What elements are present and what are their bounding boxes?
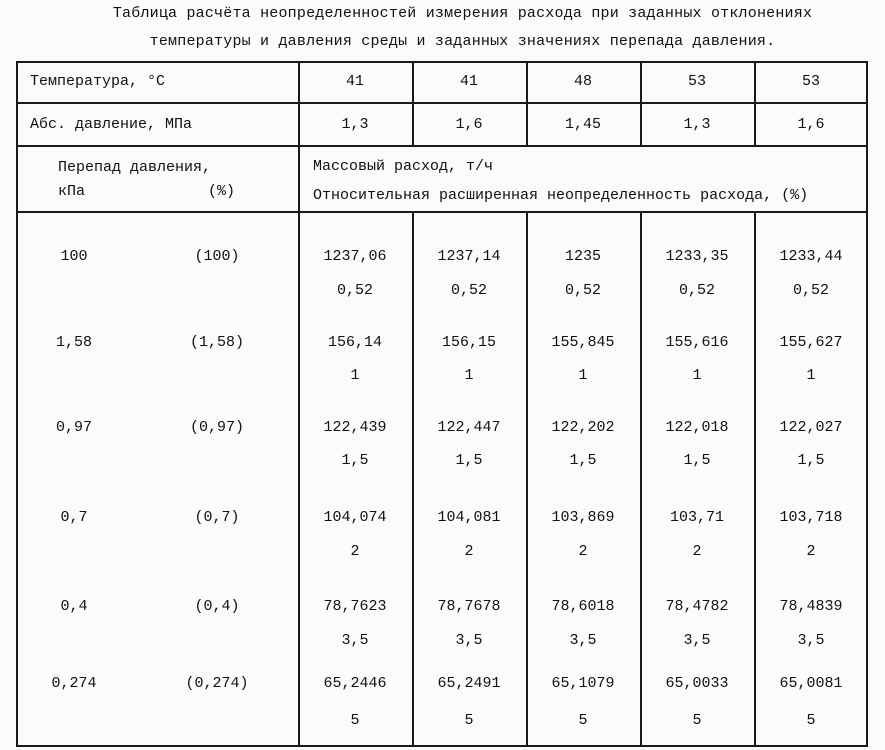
uncertainty-value: 1,5: [683, 452, 711, 469]
mass-flow-value: 1233,44: [779, 248, 843, 265]
dp-percent-value: (0,7): [194, 509, 240, 526]
uncertainty-label: Относительная расширенная неопределенность расхода, (%): [313, 187, 809, 204]
uncertainty-value: 2: [806, 543, 816, 560]
mass-flow-value: 78,7623: [323, 598, 387, 615]
uncertainty-value: 0,52: [336, 282, 373, 299]
uncertainty-value: 1: [578, 367, 588, 384]
uncertainty-value: 2: [692, 543, 702, 560]
uncertainty-value: 2: [464, 543, 474, 560]
mass-flow-value: 155,845: [551, 334, 615, 351]
mass-flow-value: 1233,35: [665, 248, 729, 265]
pressure-label: Абс. давление, МПа: [30, 116, 193, 133]
table-rule: [16, 145, 868, 147]
pressure-value: 1,3: [341, 116, 369, 133]
uncertainty-value: 1,5: [797, 452, 825, 469]
uncertainty-value: 1: [806, 367, 816, 384]
mass-flow-label: Массовый расход, т/ч: [313, 158, 494, 175]
uncertainty-value: 3,5: [341, 632, 369, 649]
mass-flow-value: 122,018: [665, 419, 729, 436]
dp-label: Перепад давления,: [58, 159, 212, 176]
uncertainty-value: 3,5: [797, 632, 825, 649]
mass-flow-value: 104,081: [437, 509, 501, 526]
pressure-value: 1,6: [797, 116, 825, 133]
uncertainty-value: 0,52: [678, 282, 715, 299]
table-rule: [16, 211, 868, 213]
dp-percent-value: (0,274): [185, 675, 249, 692]
uncertainty-value: 3,5: [683, 632, 711, 649]
dp-percent-value: (0,4): [194, 598, 240, 615]
mass-flow-value: 122,447: [437, 419, 501, 436]
mass-flow-value: 78,4782: [665, 598, 729, 615]
mass-flow-value: 65,1079: [551, 675, 615, 692]
table-rule: [16, 102, 868, 104]
mass-flow-value: 103,718: [779, 509, 843, 526]
dp-unit-kpa: кПа: [58, 183, 86, 200]
uncertainty-value: 0,52: [564, 282, 601, 299]
uncertainty-value: 1: [692, 367, 702, 384]
dp-percent-value: (0,97): [189, 419, 244, 436]
uncertainty-value: 1: [350, 367, 360, 384]
mass-flow-value: 78,6018: [551, 598, 615, 615]
mass-flow-value: 122,202: [551, 419, 615, 436]
uncertainty-value: 2: [350, 543, 360, 560]
mass-flow-value: 1235: [564, 248, 601, 265]
mass-flow-value: 156,15: [441, 334, 496, 351]
dp-kpa-value: 0,7: [60, 509, 88, 526]
uncertainty-value: 0,52: [792, 282, 829, 299]
uncertainty-value: 5: [806, 712, 816, 729]
uncertainty-value: 2: [578, 543, 588, 560]
mass-flow-value: 155,616: [665, 334, 729, 351]
dp-kpa-value: 0,4: [60, 598, 88, 615]
table-rule-bottom: [16, 745, 868, 747]
table-border-left: [16, 61, 18, 746]
uncertainty-value: 3,5: [455, 632, 483, 649]
temperature-value: 53: [801, 73, 820, 90]
temperature-value: 41: [459, 73, 478, 90]
temperature-value: 48: [573, 73, 592, 90]
mass-flow-value: 103,71: [669, 509, 724, 526]
uncertainty-value: 5: [578, 712, 588, 729]
uncertainty-value: 0,52: [450, 282, 487, 299]
mass-flow-value: 65,0081: [779, 675, 843, 692]
dp-kpa-value: 0,97: [55, 419, 92, 436]
temperature-label: Температура, °C: [30, 73, 166, 90]
temperature-value: 53: [687, 73, 706, 90]
dp-kpa-value: 1,58: [55, 334, 92, 351]
dp-unit-percent: (%): [208, 183, 236, 200]
table-caption-line-2: температуры и давления среды и заданных значениях перепада давления.: [149, 33, 776, 50]
mass-flow-value: 122,439: [323, 419, 387, 436]
uncertainty-value: 5: [692, 712, 702, 729]
mass-flow-value: 156,14: [327, 334, 382, 351]
uncertainty-value: 1,5: [455, 452, 483, 469]
pressure-value: 1,45: [564, 116, 601, 133]
mass-flow-value: 103,869: [551, 509, 615, 526]
pressure-value: 1,6: [455, 116, 483, 133]
dp-percent-value: (1,58): [189, 334, 244, 351]
mass-flow-value: 65,0033: [665, 675, 729, 692]
mass-flow-value: 78,7678: [437, 598, 501, 615]
mass-flow-value: 155,627: [779, 334, 843, 351]
mass-flow-value: 104,074: [323, 509, 387, 526]
mass-flow-value: 78,4839: [779, 598, 843, 615]
mass-flow-value: 1237,14: [437, 248, 501, 265]
pressure-value: 1,3: [683, 116, 711, 133]
uncertainty-value: 3,5: [569, 632, 597, 649]
temperature-value: 41: [345, 73, 364, 90]
mass-flow-value: 122,027: [779, 419, 843, 436]
dp-kpa-value: 0,274: [51, 675, 97, 692]
uncertainty-value: 1,5: [341, 452, 369, 469]
mass-flow-value: 65,2446: [323, 675, 387, 692]
table-caption-line-1: Таблица расчёта неопределенностей измерения расхода при заданных отклонениях: [112, 5, 813, 22]
dp-kpa-value: 100: [60, 248, 88, 265]
table-rule-top: [16, 61, 868, 63]
uncertainty-value: 5: [350, 712, 360, 729]
dp-percent-value: (100): [194, 248, 240, 265]
table-border-right: [866, 61, 868, 746]
uncertainty-value: 1,5: [569, 452, 597, 469]
uncertainty-value: 1: [464, 367, 474, 384]
mass-flow-value: 65,2491: [437, 675, 501, 692]
uncertainty-value: 5: [464, 712, 474, 729]
mass-flow-value: 1237,06: [323, 248, 387, 265]
